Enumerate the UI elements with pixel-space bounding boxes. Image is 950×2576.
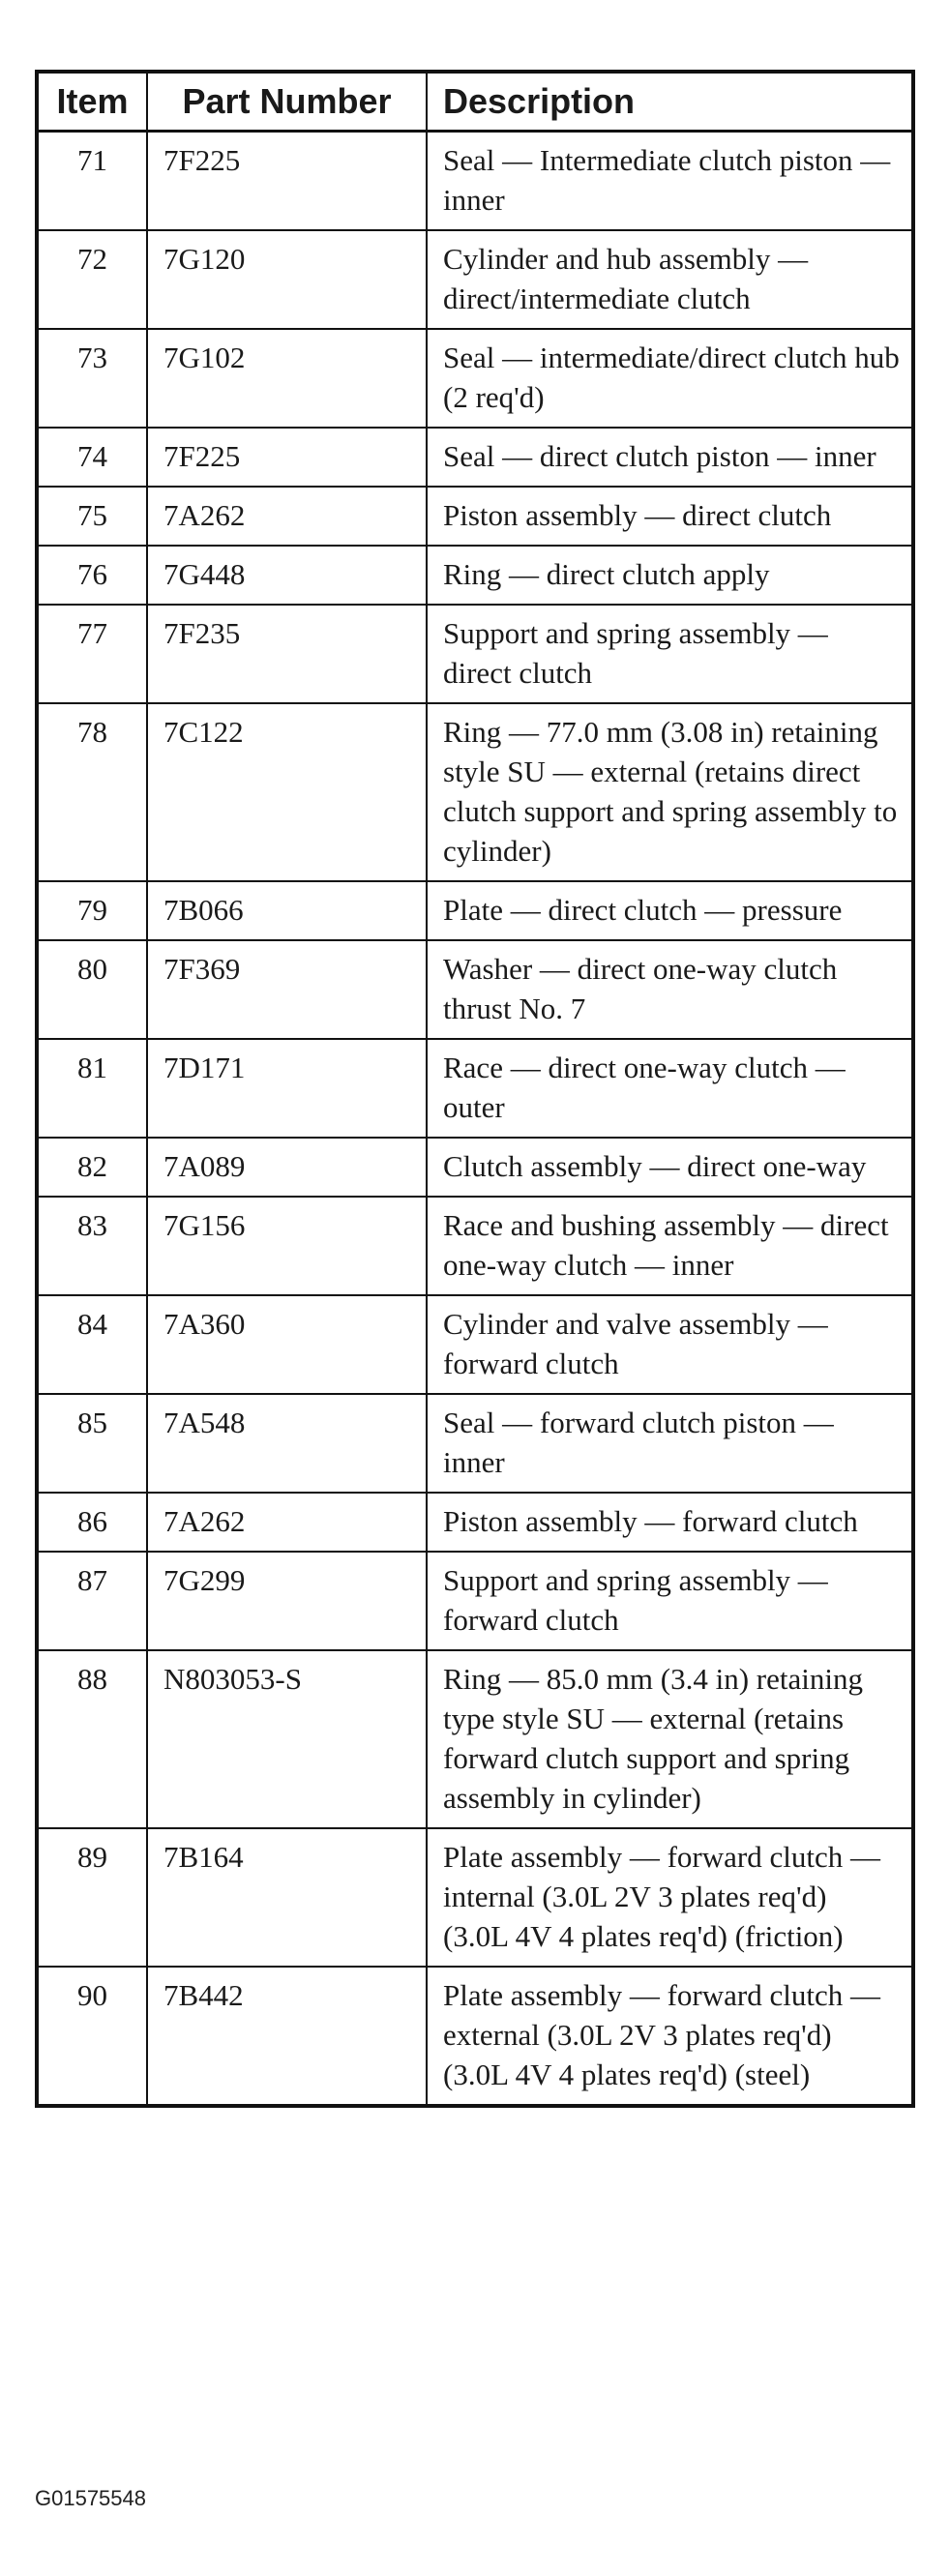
description-cell: Seal — Intermediate clutch piston — inner	[427, 132, 913, 231]
description-cell: Piston assembly — direct clutch	[427, 487, 913, 546]
table-row	[37, 132, 913, 231]
item-cell: 89	[37, 1828, 147, 1967]
part-number-cell: 7B442	[147, 1967, 427, 2106]
part-number-cell: 7A089	[147, 1138, 427, 1197]
part-number-cell: 7G102	[147, 329, 427, 428]
table-row	[37, 1493, 913, 1552]
part-number-cell: 7A262	[147, 1493, 427, 1552]
table-row	[37, 1295, 913, 1394]
item-cell: 88	[37, 1650, 147, 1828]
table-row	[37, 940, 913, 1039]
description-cell: Ring — 85.0 mm (3.4 in) retaining type style SU — external (retains forward clutch support and spring assembly in cylinder)	[427, 1650, 913, 1828]
item-cell: 77	[37, 605, 147, 703]
table-row	[37, 1650, 913, 1828]
part-number-cell: 7F225	[147, 428, 427, 487]
table-row	[37, 546, 913, 605]
table-row	[37, 703, 913, 881]
table-row	[37, 1828, 913, 1967]
table-row	[37, 1138, 913, 1197]
part-number-cell: 7F225	[147, 132, 427, 231]
item-cell: 78	[37, 703, 147, 881]
description-cell: Race and bushing assembly — direct one-way clutch — inner	[427, 1197, 913, 1295]
item-cell: 75	[37, 487, 147, 546]
description-cell: Plate — direct clutch — pressure	[427, 881, 913, 940]
column-header-item: Item	[37, 72, 147, 132]
description-cell: Seal — direct clutch piston — inner	[427, 428, 913, 487]
part-number-cell: 7G448	[147, 546, 427, 605]
description-cell: Seal — forward clutch piston — inner	[427, 1394, 913, 1493]
description-cell: Washer — direct one-way clutch thrust No. 7	[427, 940, 913, 1039]
part-number-cell: 7F235	[147, 605, 427, 703]
item-cell: 74	[37, 428, 147, 487]
description-cell: Plate assembly — forward clutch — external (3.0L 2V 3 plates req'd) (3.0L 4V 4 plates req'd) (steel)	[427, 1967, 913, 2106]
table-row	[37, 230, 913, 329]
item-cell: 80	[37, 940, 147, 1039]
part-number-cell: 7A360	[147, 1295, 427, 1394]
description-cell: Ring — direct clutch apply	[427, 546, 913, 605]
table-body	[37, 132, 913, 2107]
description-cell: Plate assembly — forward clutch — internal (3.0L 2V 3 plates req'd) (3.0L 4V 4 plates req'd) (friction)	[427, 1828, 913, 1967]
column-header-description: Description	[427, 72, 913, 132]
item-cell: 90	[37, 1967, 147, 2106]
table-row	[37, 1394, 913, 1493]
description-cell: Piston assembly — forward clutch	[427, 1493, 913, 1552]
description-cell: Cylinder and hub assembly — direct/intermediate clutch	[427, 230, 913, 329]
header-row	[37, 72, 913, 132]
item-cell: 82	[37, 1138, 147, 1197]
part-number-cell: 7G156	[147, 1197, 427, 1295]
item-cell: 86	[37, 1493, 147, 1552]
figure-id: G01575548	[35, 2486, 146, 2510]
table-row	[37, 428, 913, 487]
description-cell: Support and spring assembly — direct clutch	[427, 605, 913, 703]
table-row	[37, 329, 913, 428]
table-row	[37, 1967, 913, 2106]
table-row	[37, 605, 913, 703]
item-cell: 71	[37, 132, 147, 231]
item-cell: 81	[37, 1039, 147, 1138]
table-row	[37, 881, 913, 940]
description-cell: Race — direct one-way clutch — outer	[427, 1039, 913, 1138]
part-number-cell: 7A548	[147, 1394, 427, 1493]
description-cell: Seal — intermediate/direct clutch hub (2 req'd)	[427, 329, 913, 428]
item-cell: 87	[37, 1552, 147, 1650]
description-cell: Cylinder and valve assembly — forward clutch	[427, 1295, 913, 1394]
table-row	[37, 1039, 913, 1138]
item-cell: 73	[37, 329, 147, 428]
part-number-cell: 7F369	[147, 940, 427, 1039]
item-cell: 72	[37, 230, 147, 329]
description-cell: Support and spring assembly — forward clutch	[427, 1552, 913, 1650]
part-number-cell: 7G299	[147, 1552, 427, 1650]
item-cell: 83	[37, 1197, 147, 1295]
part-number-cell: 7G120	[147, 230, 427, 329]
item-cell: 85	[37, 1394, 147, 1493]
description-cell: Ring — 77.0 mm (3.08 in) retaining style SU — external (retains direct clutch support and spring assembly to cylinder)	[427, 703, 913, 881]
item-cell: 76	[37, 546, 147, 605]
item-cell: 84	[37, 1295, 147, 1394]
part-number-cell: 7C122	[147, 703, 427, 881]
part-number-cell: N803053-S	[147, 1650, 427, 1828]
table-row	[37, 487, 913, 546]
item-cell: 79	[37, 881, 147, 940]
part-number-cell: 7D171	[147, 1039, 427, 1138]
parts-table	[35, 70, 915, 2108]
table-row	[37, 1197, 913, 1295]
part-number-cell: 7A262	[147, 487, 427, 546]
table-row	[37, 1552, 913, 1650]
description-cell: Clutch assembly — direct one-way	[427, 1138, 913, 1197]
part-number-cell: 7B164	[147, 1828, 427, 1967]
column-header-part-number: Part Number	[147, 72, 427, 132]
part-number-cell: 7B066	[147, 881, 427, 940]
